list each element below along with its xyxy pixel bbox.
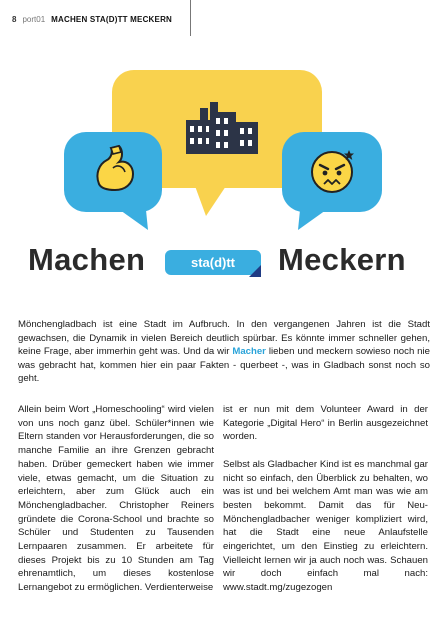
right-column-paragraph-2: Selbst als Gladbacher Kind ist es manchmal gar nicht so einfach, den Überblick zu behalten, wo was ist und bei welchem Amt man was wie am besten bekommt. Damit das für Neu-Mönchengladbacher weniger kompliziert wird, hat die Stadt eine neue Anlaufstelle eingerichtet, um den Einstieg zu erleichtern. Vielleicht lernen wir ja auch noch was. Schauen wir doch einfach mal nach: www.stadt.mg/zugezogen bbox=[223, 458, 428, 594]
headline-badge: sta(d)tt bbox=[165, 250, 261, 275]
intro-highlight: Macher bbox=[232, 346, 266, 358]
right-column-paragraph-1: ist er nun mit dem Volunteer Award in der Kategorie „Digital Hero“ in Berlin ausgezeichnet worden. bbox=[223, 404, 428, 443]
speech-bubbles-illustration bbox=[0, 60, 446, 240]
intro-text-end: lieben und meckern sowieso noch nie was gebracht hat, kommen hier ein paar Fakten - querbeet -, was in Gladbach sonst noch so geht. bbox=[18, 346, 430, 385]
section-label: port01 bbox=[22, 14, 46, 24]
badge-corner-accent bbox=[249, 265, 261, 277]
intro-paragraph bbox=[18, 318, 430, 386]
left-column-paragraph: Allein beim Wort „Homeschooling“ wird vielen von uns noch ganz übel. Schüler*innen wie Eltern standen vor Herausforderungen, die so manche Familie an ihre Grenzen gebracht haben. Drüber gemeckert haben wie immer viele, etwas gemacht, um die Situation zu erleichtern, aber zum Glück auch ein Mönchengladbacher. Christopher Reiners gründete die Corona-School und brachte so Schüler und Studenten zu Tausenden Lernpaaren zusammen. Er arbeitete für dieses Projekt bis zu 10 Stunden am Tag ehrenamtlich, um dieses kostenlose Lernangebot zu ermöglichen. Verdienterweise bbox=[18, 404, 214, 594]
headline-right: Meckern bbox=[278, 242, 406, 277]
body-column-left bbox=[18, 403, 214, 609]
angry-face-icon bbox=[312, 150, 354, 192]
running-header bbox=[12, 12, 172, 26]
headline-left: Machen bbox=[28, 242, 146, 277]
page-number: 8 bbox=[12, 14, 17, 24]
body-column-right bbox=[223, 403, 428, 609]
intro-text-start: Mönchengladbach ist eine Stadt im Aufbruch. In den vergangenen Jahren ist die Stadt gewachsen, die Dynamik in vielen Bereich deutlich spürbar. Es könnte immer schneller gehen, keine Frage, aber immerhin geht was. Und da wir bbox=[18, 319, 430, 358]
header-divider bbox=[190, 0, 191, 36]
headline bbox=[0, 242, 446, 288]
section-title: MACHEN STA(D)TT MECKERN bbox=[51, 14, 173, 24]
